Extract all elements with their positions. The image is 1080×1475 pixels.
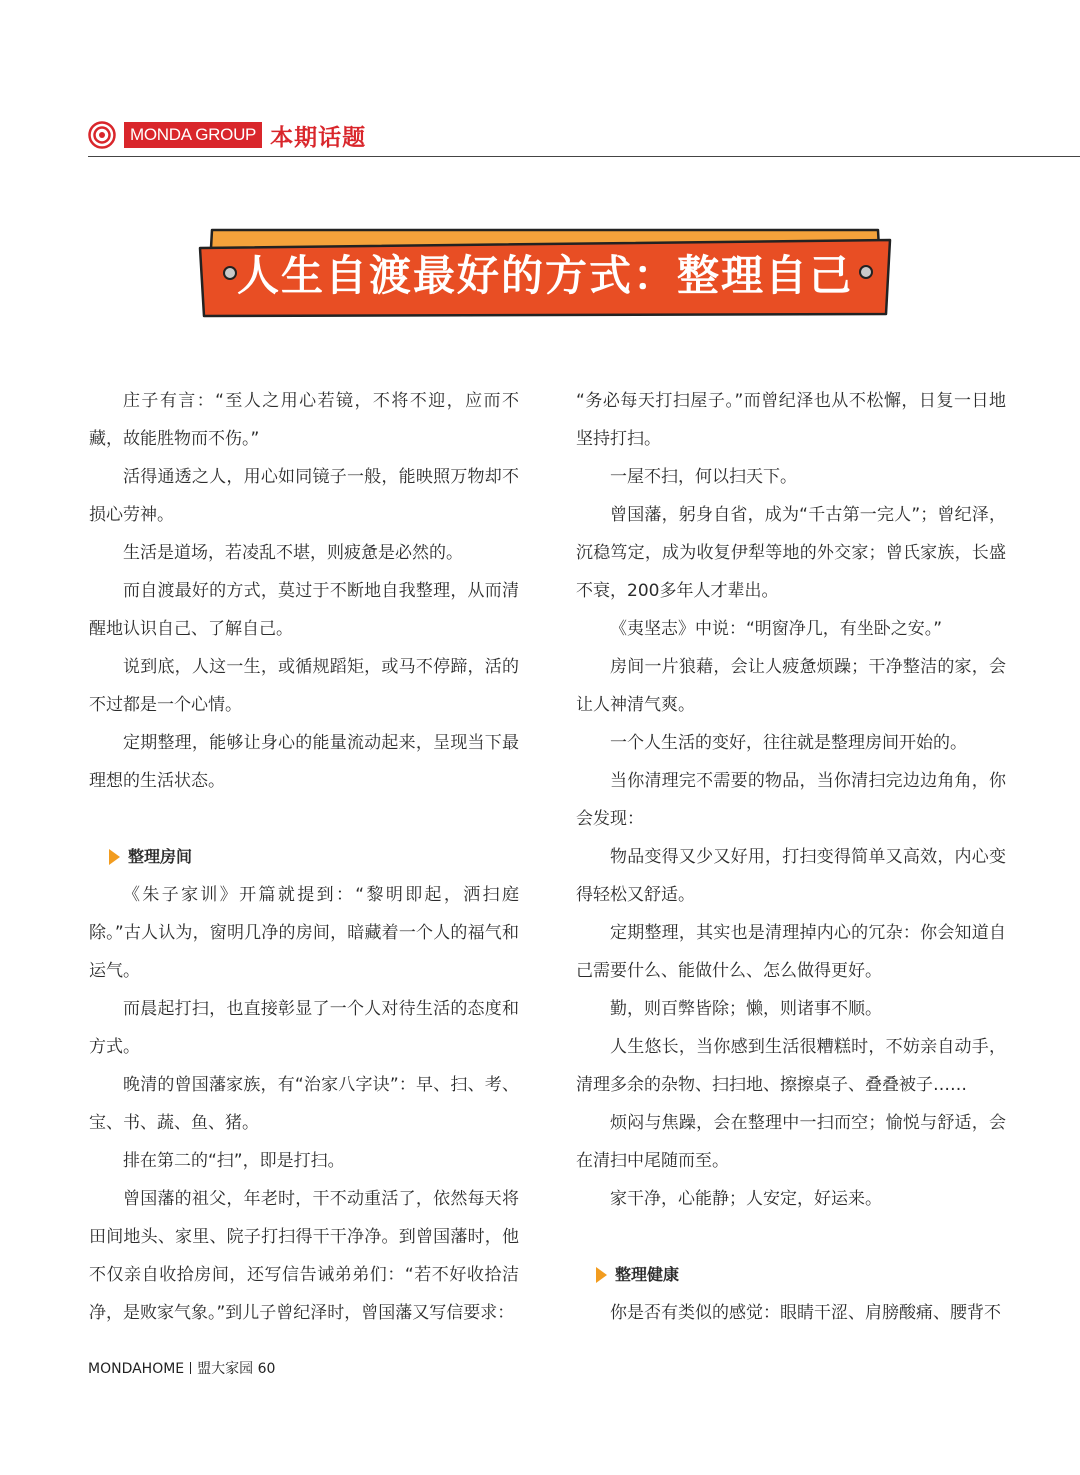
- subheading-tidy-room: [89, 838, 519, 876]
- paragraph: 晚清的曾国藩家族，有“治家八字诀”：早、扫、考、宝、书、蔬、鱼、猪。: [89, 1075, 519, 1133]
- paragraph: 一屋不扫，何以扫天下。: [610, 467, 797, 487]
- page-footer: [88, 1358, 275, 1378]
- paragraph: 一个人生活的变好，往往就是整理房间开始的。: [610, 733, 967, 753]
- magazine-label: MONDAHOME: [88, 1361, 185, 1377]
- footer-separator: [190, 1362, 191, 1374]
- paragraph: 活得通透之人，用心如同镜子一般，能映照万物却不损心劳神。: [89, 467, 519, 525]
- triangle-bullet-icon: [109, 849, 120, 865]
- article-title: 人生自渡最好的方式：整理自己: [236, 251, 853, 300]
- paragraph: 人生悠长，当你感到生活很糟糕时，不妨亲自动手，清理多余的杂物、扫扫地、擦擦桌子、叠叠被子……: [576, 1037, 1006, 1095]
- header-divider: [88, 156, 1080, 157]
- magazine-name: 盟大家园: [197, 1361, 254, 1377]
- triangle-bullet-icon: [596, 1267, 607, 1283]
- paragraph: 《夷坚志》中说：“明窗净几，有坐卧之安。”: [610, 619, 943, 639]
- paragraph: 曾国藩，躬身自省，成为“千古第一完人”；曾纪泽，沉稳笃定，成为收复伊犁等地的外交家；曾氏家族，长盛不衰，200多年人才辈出。: [576, 505, 1006, 601]
- paragraph: 排在第二的“扫”，即是打扫。: [123, 1151, 345, 1171]
- paragraph: 定期整理，能够让身心的能量流动起来，呈现当下最理想的生活状态。: [89, 733, 519, 791]
- paragraph: 说到底，人这一生，或循规蹈矩，或马不停蹄，活的不过都是一个心情。: [89, 657, 519, 715]
- page-header: [88, 118, 366, 152]
- paragraph: 曾国藩的祖父，年老时，干不动重活了，依然每天将田间地头、家里、院子打扫得干干净净。到曾国藩时，他不仅亲自收拾房间，还写信告诫弟弟们：“若不好收拾洁净，是败家气象。”到儿子曾纪泽时，曾国藩又写信要求：: [89, 1189, 519, 1323]
- paragraph: 定期整理，其实也是清理掉内心的冗杂：你会知道自己需要什么、能做什么、怎么做得更好。: [576, 923, 1006, 981]
- subheading-label: 整理房间: [128, 847, 193, 866]
- brand-label: MONDA GROUP: [124, 122, 262, 148]
- paragraph: 生活是道场，若凌乱不堪，则疲惫是必然的。: [123, 543, 463, 563]
- paragraph: 而自渡最好的方式，莫过于不断地自我整理，从而清醒地认识自己、了解自己。: [89, 581, 519, 639]
- subheading-tidy-health: [576, 1256, 1006, 1294]
- paragraph-continuation: “务必每天打扫屋子。”而曾纪泽也从不松懈，日复一日地坚持打扫。: [576, 391, 1006, 449]
- monda-logo-icon: [88, 121, 116, 149]
- paragraph: 物品变得又少又好用，打扫变得简单又高效，内心变得轻松又舒适。: [576, 847, 1006, 905]
- title-banner: [190, 218, 900, 328]
- paragraph: 当你清理完不需要的物品，当你清扫完边边角角，你会发现：: [576, 771, 1006, 829]
- paragraph: 而晨起打扫，也直接彰显了一个人对待生活的态度和方式。: [89, 999, 519, 1057]
- paragraph: 家干净，心能静；人安定，好运来。: [610, 1189, 882, 1209]
- paragraph: 房间一片狼藉，会让人疲惫烦躁；干净整洁的家，会让人神清气爽。: [576, 657, 1006, 715]
- paragraph: 《朱子家训》开篇就提到：“黎明即起，洒扫庭除。”古人认为，窗明几净的房间，暗藏着一个人的福气和运气。: [89, 885, 519, 981]
- page-number: 60: [257, 1361, 276, 1377]
- subheading-label: 整理健康: [615, 1265, 680, 1284]
- paragraph: 勤，则百弊皆除；懒，则诸事不顺。: [610, 999, 882, 1019]
- paragraph: 你是否有类似的感觉：眼睛干涩、肩膀酸痛、腰背不: [610, 1303, 1001, 1323]
- left-column: [89, 382, 519, 1332]
- paragraph: 烦闷与焦躁，会在整理中一扫而空；愉悦与舒适，会在清扫中尾随而至。: [576, 1113, 1006, 1171]
- right-column: [576, 382, 1006, 1332]
- section-title: 本期话题: [270, 124, 367, 151]
- paragraph: 庄子有言：“至人之用心若镜，不将不迎，应而不藏，故能胜物而不伤。”: [89, 391, 519, 449]
